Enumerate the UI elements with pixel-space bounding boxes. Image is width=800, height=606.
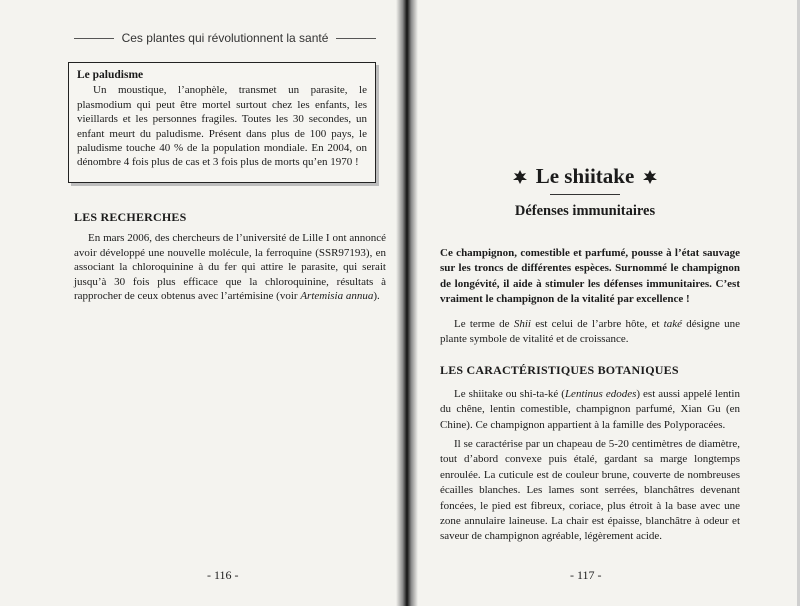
paragraph-terme <box>440 317 740 348</box>
running-head <box>74 30 376 46</box>
section-heading-recherches: LES RECHERCHES <box>74 210 187 224</box>
running-head-rule-left <box>74 38 114 39</box>
title-rule <box>550 194 620 195</box>
paragraph-emphasis: také <box>663 318 682 330</box>
paragraph-text: Le shiitake ou shi-ta-ké ( <box>454 388 565 400</box>
running-head-text: Ces plantes qui révolutionnent la santé <box>121 31 329 45</box>
paragraph-emphasis: Lentinus edodes <box>564 388 637 400</box>
paragraph-text: ) est aussi appelé lentin du chêne, lentin comestible, champignon parfumé, Xian Gu (en Chine). Ce champignon appartient à la famille des Polyporacées. <box>440 388 740 431</box>
page-number-right: - 117 - <box>570 568 602 582</box>
paragraph-shiitake-names <box>440 387 740 433</box>
chapter-title-text: Le shiitake <box>535 164 635 188</box>
paragraph-text: En mars 2006, des chercheurs de l’université de Lille I ont annoncé avoir développé une nouvelle molécule, la ferroquine (SSR97193), en associant la chloroquinine à du fer qui attire le parasite, qui serait jusqu’à 30 fois plus efficace que la chloroquinine, résultats à rapprocher de ceux obtenus avec l’artémisine (voir <box>74 232 386 303</box>
intro-paragraph: Ce champignon, comestible et parfumé, pousse à l’état sauvage sur les troncs de différentes espèces. Surnommé le champignon de longévité, il aide à stimuler les défenses immunitaires. C’est vraiment le champignon de la vitalité par excellence ! <box>440 247 740 306</box>
book-gutter <box>396 0 418 606</box>
sidebar-box-paludisme <box>68 62 376 183</box>
chapter-subtitle: Défenses immunitaires <box>514 202 656 219</box>
paragraph-emphasis: Shii <box>513 318 531 330</box>
paragraph-emphasis: Artemisia annua <box>300 290 374 303</box>
paragraph-text: est celui de l’arbre hôte, et <box>530 318 664 330</box>
running-head-rule-right <box>336 38 376 39</box>
chapter-title <box>512 164 659 189</box>
leaf-ornament-icon <box>642 169 658 185</box>
section-heading-caracteristiques: LES CARACTÉRISTIQUES BOTANIQUES <box>440 363 679 377</box>
paragraph-recherches <box>74 231 386 304</box>
leaf-ornament-icon <box>512 169 528 185</box>
box-text: Un moustique, l’anophèle, transmet un parasite, le plasmodium qui peut être mortel surtout chez les enfants, les vieillards et les personnes fragiles. Toutes les 30 secondes, un enfant meurt du paludisme. Présent dans plus de 100 pays, le paludisme touche 40 % de la population mondiale. En 2004, on dénombre 4 fois plus de cas et 3 fois plus de morts qu’en 1970 ! <box>77 84 367 169</box>
paragraph-text: Le terme de <box>454 318 514 330</box>
paragraph-description: Il se caractérise par un chapeau de 5-20 centimètres de diamètre, tout d’abord convexe puis étalé, gardant sa marge longtemps enroulée. La cuticule est de couleur brune, couverte de nombreuses écailles blanches. Les lames sont serrées, blanchâtres devenant foncées, le pied est fibreux, coriace, plus étroit à la base avec une zone annulaire laineuse. La chair est épaisse, blanchâtre à odeur et saveur de champignon agréable, légèrement acide. <box>440 438 740 543</box>
paragraph-text: désigne une plante symbole de vitalité et de croissance. <box>440 318 741 346</box>
paragraph-text-end: ). <box>373 290 380 303</box>
chapter-title-block <box>430 164 740 220</box>
box-title: Le paludisme <box>77 69 144 81</box>
page-number-left: - 116 - <box>207 568 239 582</box>
